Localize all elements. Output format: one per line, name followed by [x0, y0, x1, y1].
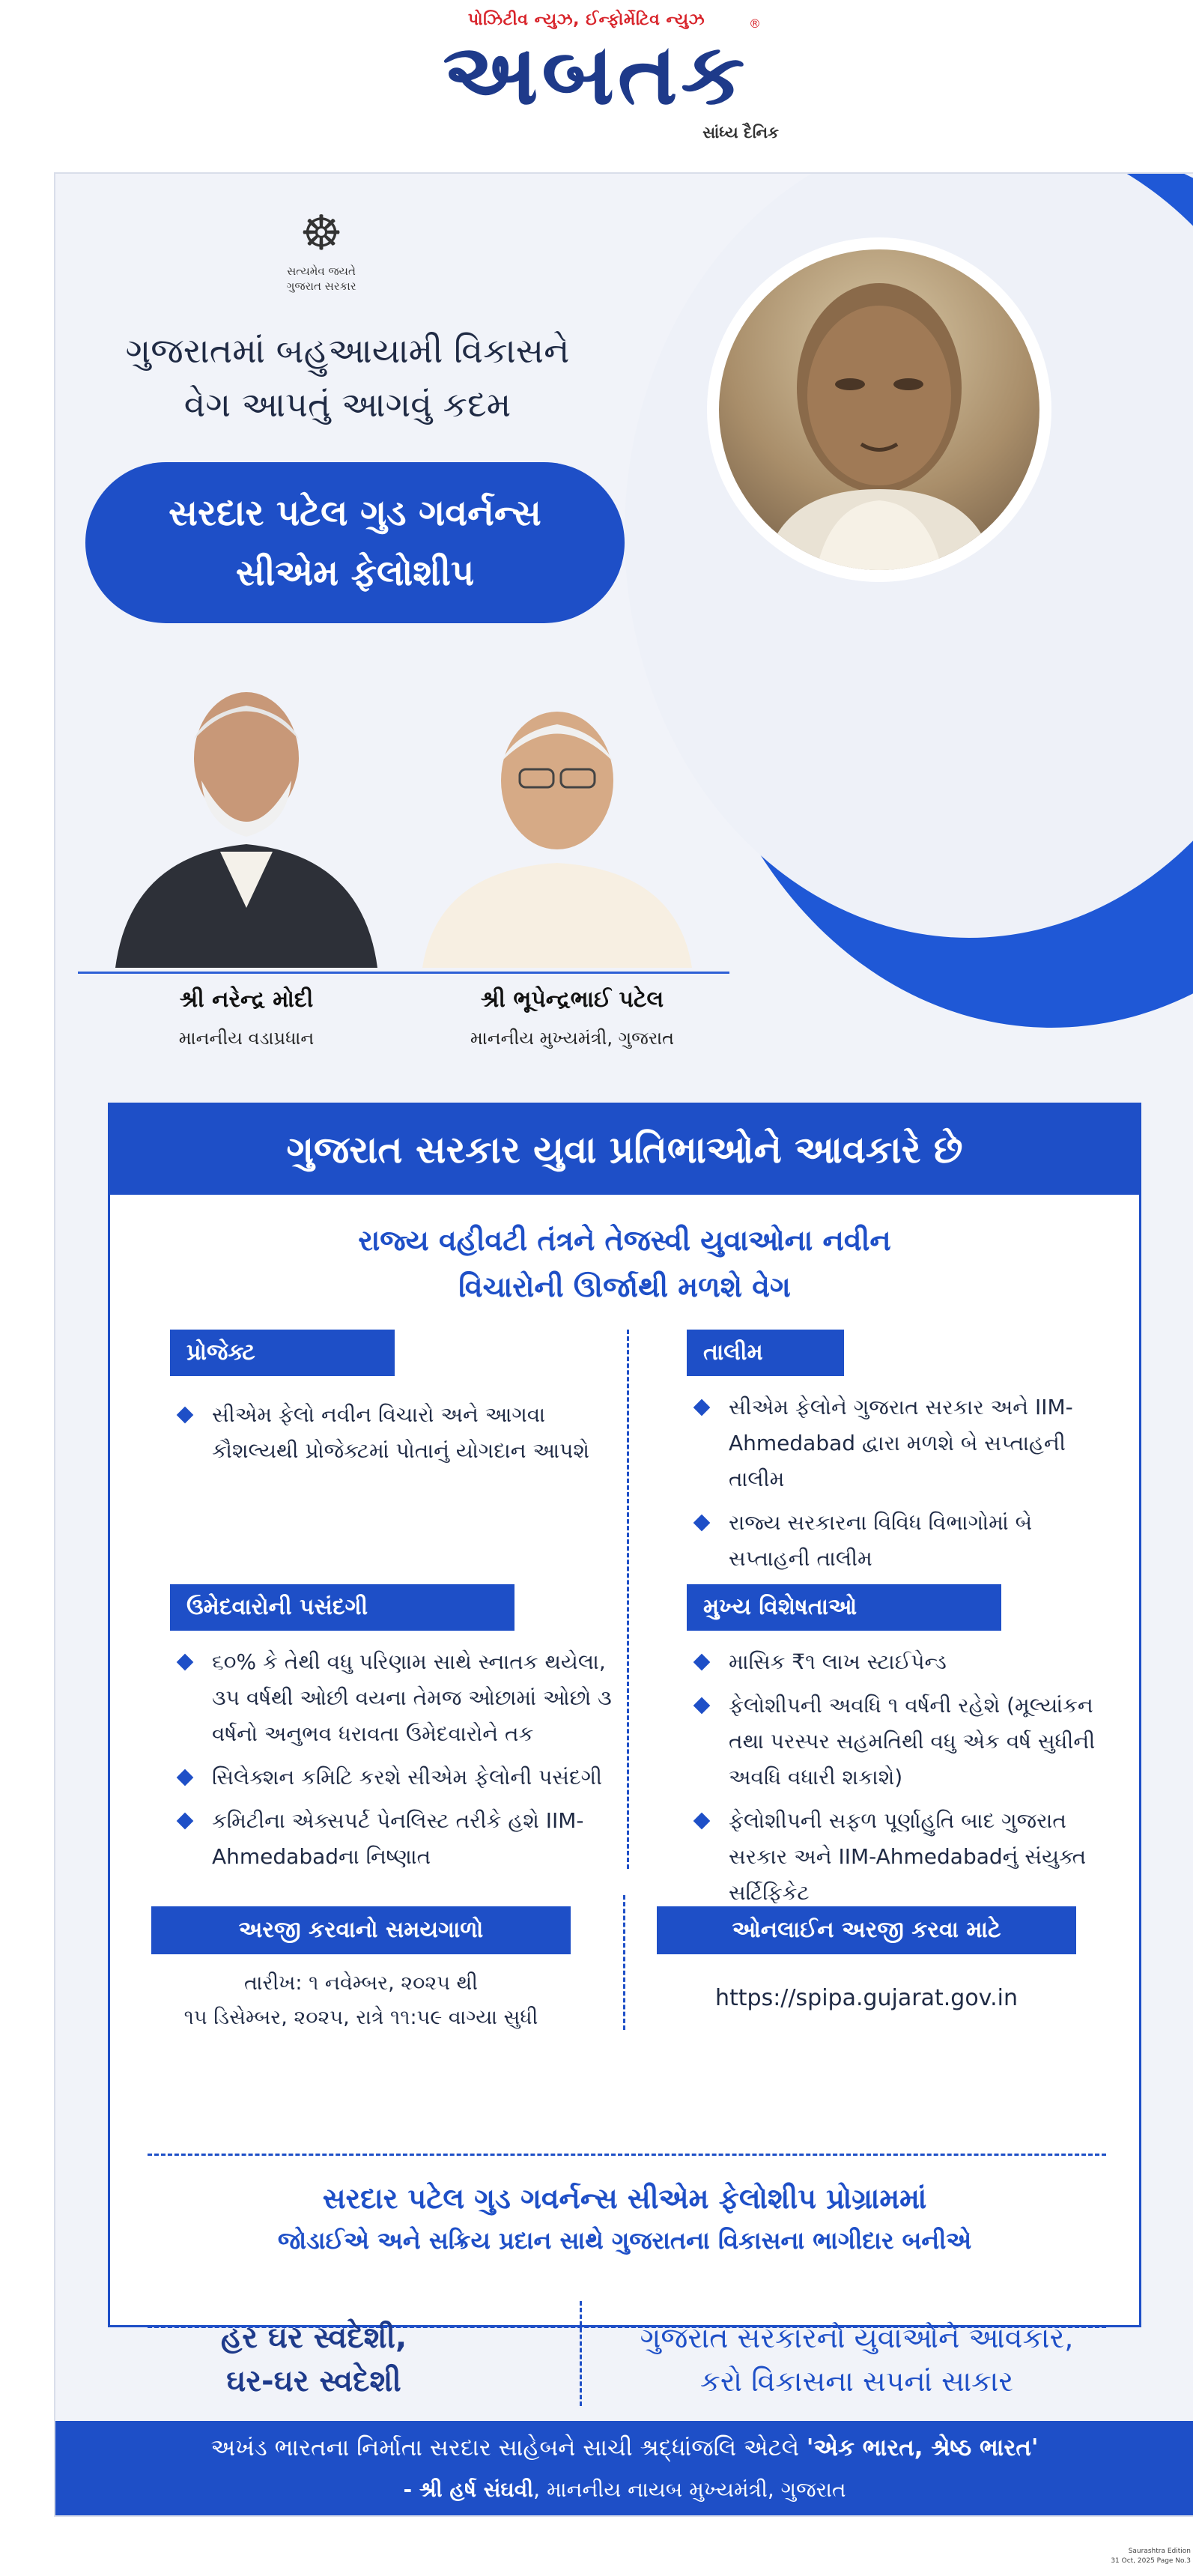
welcome-banner: ગુજરાત સરકાર યુવા પ્રતિભાઓને આવકારે છે	[110, 1105, 1139, 1195]
emblem-motto: સત્યમેવ જયતે	[287, 264, 356, 278]
subheadline-line-2: વિચારોની ઊર્જાથી મળશે વેગ	[458, 1270, 791, 1303]
project-list	[170, 1397, 604, 1476]
selection-list	[170, 1644, 619, 1882]
edition-date-page: 31 Oct, 2025 Page No.3	[1111, 2557, 1191, 2565]
list-item: રાજ્ય સરકારના વિવિધ વિભાગોમાં બે સપ્તાહની તાલીમ	[687, 1505, 1106, 1577]
footer-quote-emphasis: 'એક ભારત, શ્રેષ્ઠ ભારત'	[806, 2434, 1039, 2461]
footer-quote-text: અખંડ ભારતના નિર્માતા સરદાર સાહેબને સાચી શ્રદ્ધાંજલિ એટલે	[210, 2434, 807, 2461]
list-item: સીએમ ફેલોને ગુજરાત સરકાર અને IIM-Ahmedabad દ્વારા મળશે બે સપ્તાહની તાલીમ	[687, 1389, 1106, 1497]
headline-line-1: ગુજરાતમાં બહુઆયામી વિકાસને	[125, 330, 570, 371]
narendra-modi-photo	[100, 668, 392, 968]
footer-quote	[55, 2421, 1193, 2470]
list-item: ફેલોશીપની સફળ પૂર્ણાહુતિ બાદ ગુજરાત સરકાર અને IIM-Ahmedabadનું સંયુક્ત સર્ટિફિકેટ	[687, 1803, 1121, 1911]
youth-slogan-line-2: કરો વિકાસના સપનાં સાકાર	[700, 2365, 1013, 2398]
swadeshi-line-1: હર ઘર સ્વદેશી,	[220, 2321, 407, 2355]
headline-line-2: વેગ આપતું આગવું કદમ	[183, 384, 511, 425]
leader-role-bhupendra: માનનીય મુખ્યમંત્રી, ગુજરાત	[470, 1028, 675, 1049]
footer-attribution	[55, 2470, 1193, 2509]
masthead	[0, 0, 1193, 161]
program-line-2: જોડાઈએ અને સક્રિય પ્રદાન સાથે ગુજરાતના વિકાસના ભાગીદાર બનીએ	[277, 2226, 972, 2255]
list-item: સિલેક્શન કમિટિ કરશે સીએમ ફેલોની પસંદગી	[170, 1760, 619, 1795]
leader-role-modi: માનનીય વડાપ્રધાન	[178, 1028, 315, 1049]
section-title-training: તાલીમ	[687, 1330, 844, 1376]
edition-info	[1078, 2547, 1191, 2566]
registered-mark: ®	[749, 16, 761, 31]
leader-name-modi: શ્રી નરેન્દ્ર મોદી	[179, 987, 314, 1013]
online-apply-title: ઓનલાઈન અરજી કરવા માટે	[657, 1906, 1076, 1954]
slogan-divider	[580, 2301, 582, 2406]
welcome-subheadline	[110, 1217, 1139, 1310]
bhupendra-patel-photo	[415, 691, 699, 968]
list-item: કમિટીના એક્સપર્ટ પેનલિસ્ટ તરીકે હશે IIM-Ahmedabadના નિષ્ણાત	[170, 1803, 619, 1875]
youth-slogan-line-1: ગુજરાત સરકારનો યુવાઓને આવકાર,	[640, 2321, 1074, 2354]
application-period-title: અરજી કરવાનો સમયગાળો	[151, 1906, 571, 1954]
application-divider	[623, 1895, 625, 2030]
period-line-1: તારીખ: ૧ નવેમ્બર, ૨૦૨૫ થી	[244, 1972, 478, 1995]
dashed-divider-top	[148, 2154, 1106, 2156]
newspaper-subtitle: સાંધ્ય દૈનિક	[702, 124, 779, 142]
fellowship-details-box	[108, 1103, 1141, 2327]
swadeshi-slogan	[55, 2316, 572, 2403]
footer-quote-band	[55, 2421, 1193, 2517]
fellowship-title-pill	[85, 462, 625, 623]
footer-attribution-role: , માનનીય નાયબ મુખ્યમંત્રી, ગુજરાત	[533, 2477, 846, 2502]
pill-line-1: સરદાર પટેલ ગુડ ગવર્નન્સ	[169, 492, 541, 534]
section-title-features: મુખ્ય વિશેષતાઓ	[687, 1584, 1001, 1631]
sardar-patel-portrait	[707, 237, 1051, 582]
pill-line-2: સીએમ ફેલોશીપ	[235, 552, 475, 594]
portrait-image	[719, 249, 1039, 570]
state-emblem	[273, 204, 370, 294]
column-divider	[627, 1330, 629, 1869]
ashoka-emblem-icon: ☸	[300, 206, 343, 261]
list-item: સીએમ ફેલો નવીન વિચારો અને આગવા કૌશલ્યથી પ્રોજેક્ટમાં પોતાનું યોગદાન આપશે	[170, 1397, 604, 1469]
newspaper-logo[interactable]: અબતક	[443, 26, 748, 124]
footer-attribution-name: - શ્રી હર્ષ સંઘવી	[403, 2477, 534, 2502]
youth-slogan	[587, 2316, 1126, 2403]
edition-name: Saurashtra Edition	[1128, 2548, 1191, 2555]
leaders-baseline	[78, 972, 729, 974]
ad-headline	[55, 324, 640, 431]
subheadline-line-1: રાજ્ય વહીવટી તંત્રને તેજસ્વી યુવાઓના નવીન	[358, 1224, 891, 1257]
list-item: માસિક ₹૧ લાખ સ્ટાઈપેન્ડ	[687, 1644, 1121, 1680]
list-item: ૬૦% કે તેથી વધુ પરિણામ સાથે સ્નાતક થયેલા, ૩૫ વર્ષથી ઓછી વયના તેમજ ઓછામાં ઓછો ૩ વર્ષનો અનુભવ ધરાવતા ઉમેદવારોને તક	[170, 1644, 619, 1752]
training-list	[687, 1389, 1106, 1584]
period-line-2: ૧૫ ડિસેમ્બર, ૨૦૨૫, રાત્રે ૧૧:૫૯ વાગ્યા સુધી	[183, 2006, 538, 2029]
program-line-1: સરદાર પટેલ ગુડ ગવર્નન્સ સીએમ ફેલોશીપ પ્રોગ્રામમાં	[322, 2182, 927, 2215]
leader-name-bhupendra: શ્રી ભૂપેન્દ્રભાઈ પટેલ	[480, 987, 664, 1013]
application-period-dates	[121, 1966, 601, 2035]
apply-url-link[interactable]: https://spipa.gujarat.gov.in	[714, 1985, 1018, 2011]
masthead-tagline: પોઝિટીવ ન્યુઝ, ઈન્ફોર્મેટિવ ન્યુઝ	[467, 10, 705, 29]
emblem-govt-name: ગુજરાત સરકાર	[286, 279, 356, 293]
portrait-illustration	[719, 249, 1039, 570]
list-item: ફેલોશીપની અવધિ ૧ વર્ષની રહેશે (મૂલ્યાંકન તથા પરસ્પર સહમતિથી વધુ એક વર્ષ સુધીની અવધિ વધારી શકાશે)	[687, 1688, 1121, 1795]
government-advertisement	[54, 172, 1193, 2517]
program-callout	[110, 2176, 1139, 2260]
section-title-project: પ્રોજેક્ટ	[170, 1330, 395, 1376]
features-list	[687, 1644, 1121, 1918]
section-title-selection: ઉમેદવારોની પસંદગી	[170, 1584, 514, 1631]
swadeshi-line-2: ઘર-ઘર સ્વદેશી	[226, 2364, 401, 2398]
